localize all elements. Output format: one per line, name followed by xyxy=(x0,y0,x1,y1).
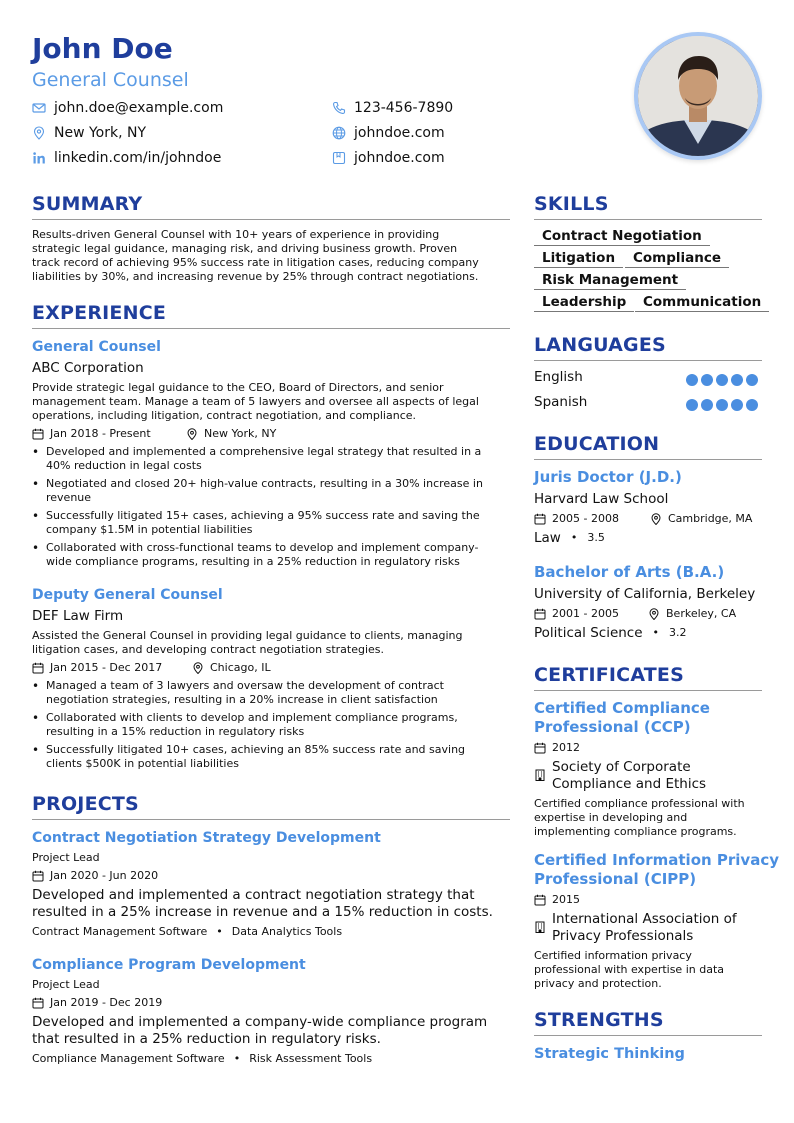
job-company: ABC Corporation xyxy=(32,360,144,376)
linkedin-text: linkedin.com/in/johndoe xyxy=(54,150,222,166)
edu-location: Cambridge, MA xyxy=(650,512,752,526)
cert-description: Certified compliance professional with expertise in developing and implementing compliance programs. xyxy=(534,797,745,838)
email-text: john.doe@example.com xyxy=(54,100,224,116)
experience-divider xyxy=(32,328,510,329)
job-bullet: • Collaborated with clients to develop and implement compliance programs, resulting in a 15% reduction in regulatory risks xyxy=(46,711,458,739)
experience-heading: EXPERIENCE xyxy=(32,302,167,324)
strength-item: Strategic Thinking xyxy=(534,1046,685,1062)
edu-location: Berkeley, CA xyxy=(648,607,736,621)
job-location: Chicago, IL xyxy=(192,661,271,675)
strengths-divider xyxy=(534,1035,762,1036)
edu-dates: 2001 - 2005 xyxy=(534,607,619,621)
summary-line: strategic legal guidance, managing risk, and driving business growth. Proven xyxy=(32,242,458,255)
project-tools: Compliance Management Software • Risk Assessment Tools xyxy=(32,1052,373,1065)
proficiency-dot xyxy=(716,399,728,411)
project-tools: Contract Management Software • Data Analytics Tools xyxy=(32,925,343,938)
edu-degree: Juris Doctor (J.D.) xyxy=(534,468,682,486)
summary-line: liabilities by 30%, and increasing revenue by 25% through contract negotiations. xyxy=(32,270,479,283)
job-description: Provide strategic legal guidance to the CEO, Board of Directors, and senior xyxy=(32,381,444,394)
job-location: New York, NY xyxy=(186,427,276,441)
proficiency-dot xyxy=(731,374,743,386)
calendar-icon xyxy=(32,997,44,1009)
job-title: General Counsel xyxy=(32,339,161,355)
contact-linkedin[interactable] xyxy=(32,149,221,167)
calendar-icon xyxy=(534,894,546,906)
language-level xyxy=(683,374,758,386)
building-icon xyxy=(534,769,546,781)
languages-divider xyxy=(534,360,762,361)
location-text: New York, NY xyxy=(54,125,147,141)
proficiency-dot xyxy=(701,374,713,386)
job-bullet: • Collaborated with cross-functional teams to develop and implement company- wide compliance programs, resulting in a 25% reduction in regulatory risks xyxy=(46,541,478,569)
proficiency-dot xyxy=(686,374,698,386)
skill-tag: Litigation xyxy=(534,249,623,268)
project-role: Project Lead xyxy=(32,851,100,864)
project-title: Compliance Program Development xyxy=(32,957,306,973)
job-bullet: • Successfully litigated 15+ cases, achieving a 95% success rate and saving the company $1.5M in potential liabilities xyxy=(46,509,480,537)
certificates-divider xyxy=(534,690,762,691)
skill-tag: Contract Negotiation xyxy=(534,227,710,246)
cert-year: 2012 xyxy=(534,741,580,755)
strengths-heading: STRENGTHS xyxy=(534,1009,664,1031)
edu-gpa: 3.5 xyxy=(587,531,605,544)
proficiency-dot xyxy=(731,399,743,411)
location-pin-icon xyxy=(32,126,46,140)
job-dates: Jan 2018 - Present xyxy=(32,427,151,441)
skill-tag: Leadership xyxy=(534,293,634,312)
summary-heading: SUMMARY xyxy=(32,193,143,215)
language-name: Spanish xyxy=(534,394,588,410)
edu-school: University of California, Berkeley xyxy=(534,586,756,602)
proficiency-dot xyxy=(701,399,713,411)
edu-school: Harvard Law School xyxy=(534,491,669,507)
cert-issuer-icon-wrap xyxy=(534,769,552,781)
project-description: Developed and implemented a company-wide compliance program that resulted in a 25% reduction in regulatory risks. xyxy=(32,1014,488,1047)
skills-divider xyxy=(534,219,762,220)
job-description: litigation cases, and developing contract negotiation strategies. xyxy=(32,643,385,656)
edu-dates: 2005 - 2008 xyxy=(534,512,619,526)
project-role: Project Lead xyxy=(32,978,100,991)
contact-location xyxy=(32,124,146,142)
location-pin-icon xyxy=(648,608,660,620)
job-description: Assisted the General Counsel in providing legal guidance to clients, managing xyxy=(32,629,463,642)
calendar-icon xyxy=(32,662,44,674)
language-name: English xyxy=(534,369,583,385)
cert-issuer: Society of Corporate Compliance and Ethics xyxy=(552,759,707,792)
candidate-name: John Doe xyxy=(32,32,173,65)
linkedin-icon xyxy=(32,151,46,165)
mail-icon xyxy=(32,101,46,115)
languages-heading: LANGUAGES xyxy=(534,334,666,356)
globe-icon xyxy=(332,126,346,140)
language-level xyxy=(683,399,758,411)
proficiency-dot xyxy=(746,374,758,386)
proficiency-dot xyxy=(716,374,728,386)
job-dates: Jan 2015 - Dec 2017 xyxy=(32,661,162,675)
skills-heading: SKILLS xyxy=(534,193,609,215)
location-pin-icon xyxy=(650,513,662,525)
candidate-title: General Counsel xyxy=(32,69,189,91)
calendar-icon xyxy=(32,870,44,882)
job-company: DEF Law Firm xyxy=(32,608,124,624)
cert-issuer-icon-wrap xyxy=(534,921,552,933)
job-description: management team. Manage a team of 5 lawyers and oversee all aspects of legal xyxy=(32,395,479,408)
project-dates: Jan 2019 - Dec 2019 xyxy=(32,996,162,1010)
edu-gpa: 3.2 xyxy=(669,626,687,639)
website-text: johndoe.com xyxy=(354,125,445,141)
profile-photo xyxy=(634,32,762,160)
education-heading: EDUCATION xyxy=(534,433,660,455)
skill-tag: Risk Management xyxy=(534,271,686,290)
edu-field: Political Science • 3.2 xyxy=(534,625,687,641)
contact-portfolio[interactable] xyxy=(332,149,445,167)
job-title: Deputy General Counsel xyxy=(32,587,223,603)
edu-field: Law • 3.5 xyxy=(534,530,605,546)
certificates-heading: CERTIFICATES xyxy=(534,664,684,686)
proficiency-dot xyxy=(746,399,758,411)
job-description: operations, including litigation, contract negotiation, and compliance. xyxy=(32,409,417,422)
calendar-icon xyxy=(534,742,546,754)
phone-icon xyxy=(332,101,346,115)
skill-tag: Communication xyxy=(635,293,769,312)
projects-divider xyxy=(32,819,510,820)
cert-issuer: International Association of Privacy Professionals xyxy=(552,911,737,944)
summary-line: Results-driven General Counsel with 10+ years of experience in providing xyxy=(32,228,440,241)
summary-divider xyxy=(32,219,510,220)
job-bullet: • Developed and implemented a comprehensive legal strategy that resulted in a 40% reduction in legal costs xyxy=(46,445,481,473)
contact-phone[interactable] xyxy=(332,99,453,117)
cert-description: Certified information privacy professional with expertise in data privacy and protection. xyxy=(534,949,725,990)
job-bullet: • Successfully litigated 10+ cases, achieving an 85% success rate and saving clients $500K in potential liabilities xyxy=(46,743,465,771)
education-divider xyxy=(534,459,762,460)
project-description: Developed and implemented a contract negotiation strategy that resulted in a 25% increase in revenue and a 15% reduction in costs. xyxy=(32,887,493,920)
contact-email[interactable] xyxy=(32,99,223,117)
edu-degree: Bachelor of Arts (B.A.) xyxy=(534,563,725,581)
calendar-icon xyxy=(32,428,44,440)
job-bullet: • Negotiated and closed 20+ high-value contracts, resulting in a 30% increase in revenue xyxy=(46,477,483,505)
calendar-icon xyxy=(534,513,546,525)
location-pin-icon xyxy=(186,428,198,440)
job-bullet: • Managed a team of 3 lawyers and oversaw the development of contract negotiation strategies, resulting in a 20% increase in client satisfaction xyxy=(46,679,444,707)
portfolio-icon xyxy=(332,151,346,165)
cert-title: Certified Information Privacy Professional (CIPP) xyxy=(534,851,780,888)
cert-year: 2015 xyxy=(534,893,580,907)
projects-heading: PROJECTS xyxy=(32,793,139,815)
calendar-icon xyxy=(534,608,546,620)
project-dates: Jan 2020 - Jun 2020 xyxy=(32,869,158,883)
phone-text: 123-456-7890 xyxy=(354,100,454,116)
building-icon xyxy=(534,921,546,933)
skill-tag: Compliance xyxy=(625,249,729,268)
proficiency-dot xyxy=(686,399,698,411)
location-pin-icon xyxy=(192,662,204,674)
project-title: Contract Negotiation Strategy Development xyxy=(32,830,381,846)
cert-title: Certified Compliance Professional (CCP) xyxy=(534,699,710,736)
contact-website[interactable] xyxy=(332,124,445,142)
summary-line: track record of achieving 95% success rate in litigation cases, reducing company xyxy=(32,256,479,269)
portfolio-text: johndoe.com xyxy=(354,150,445,166)
